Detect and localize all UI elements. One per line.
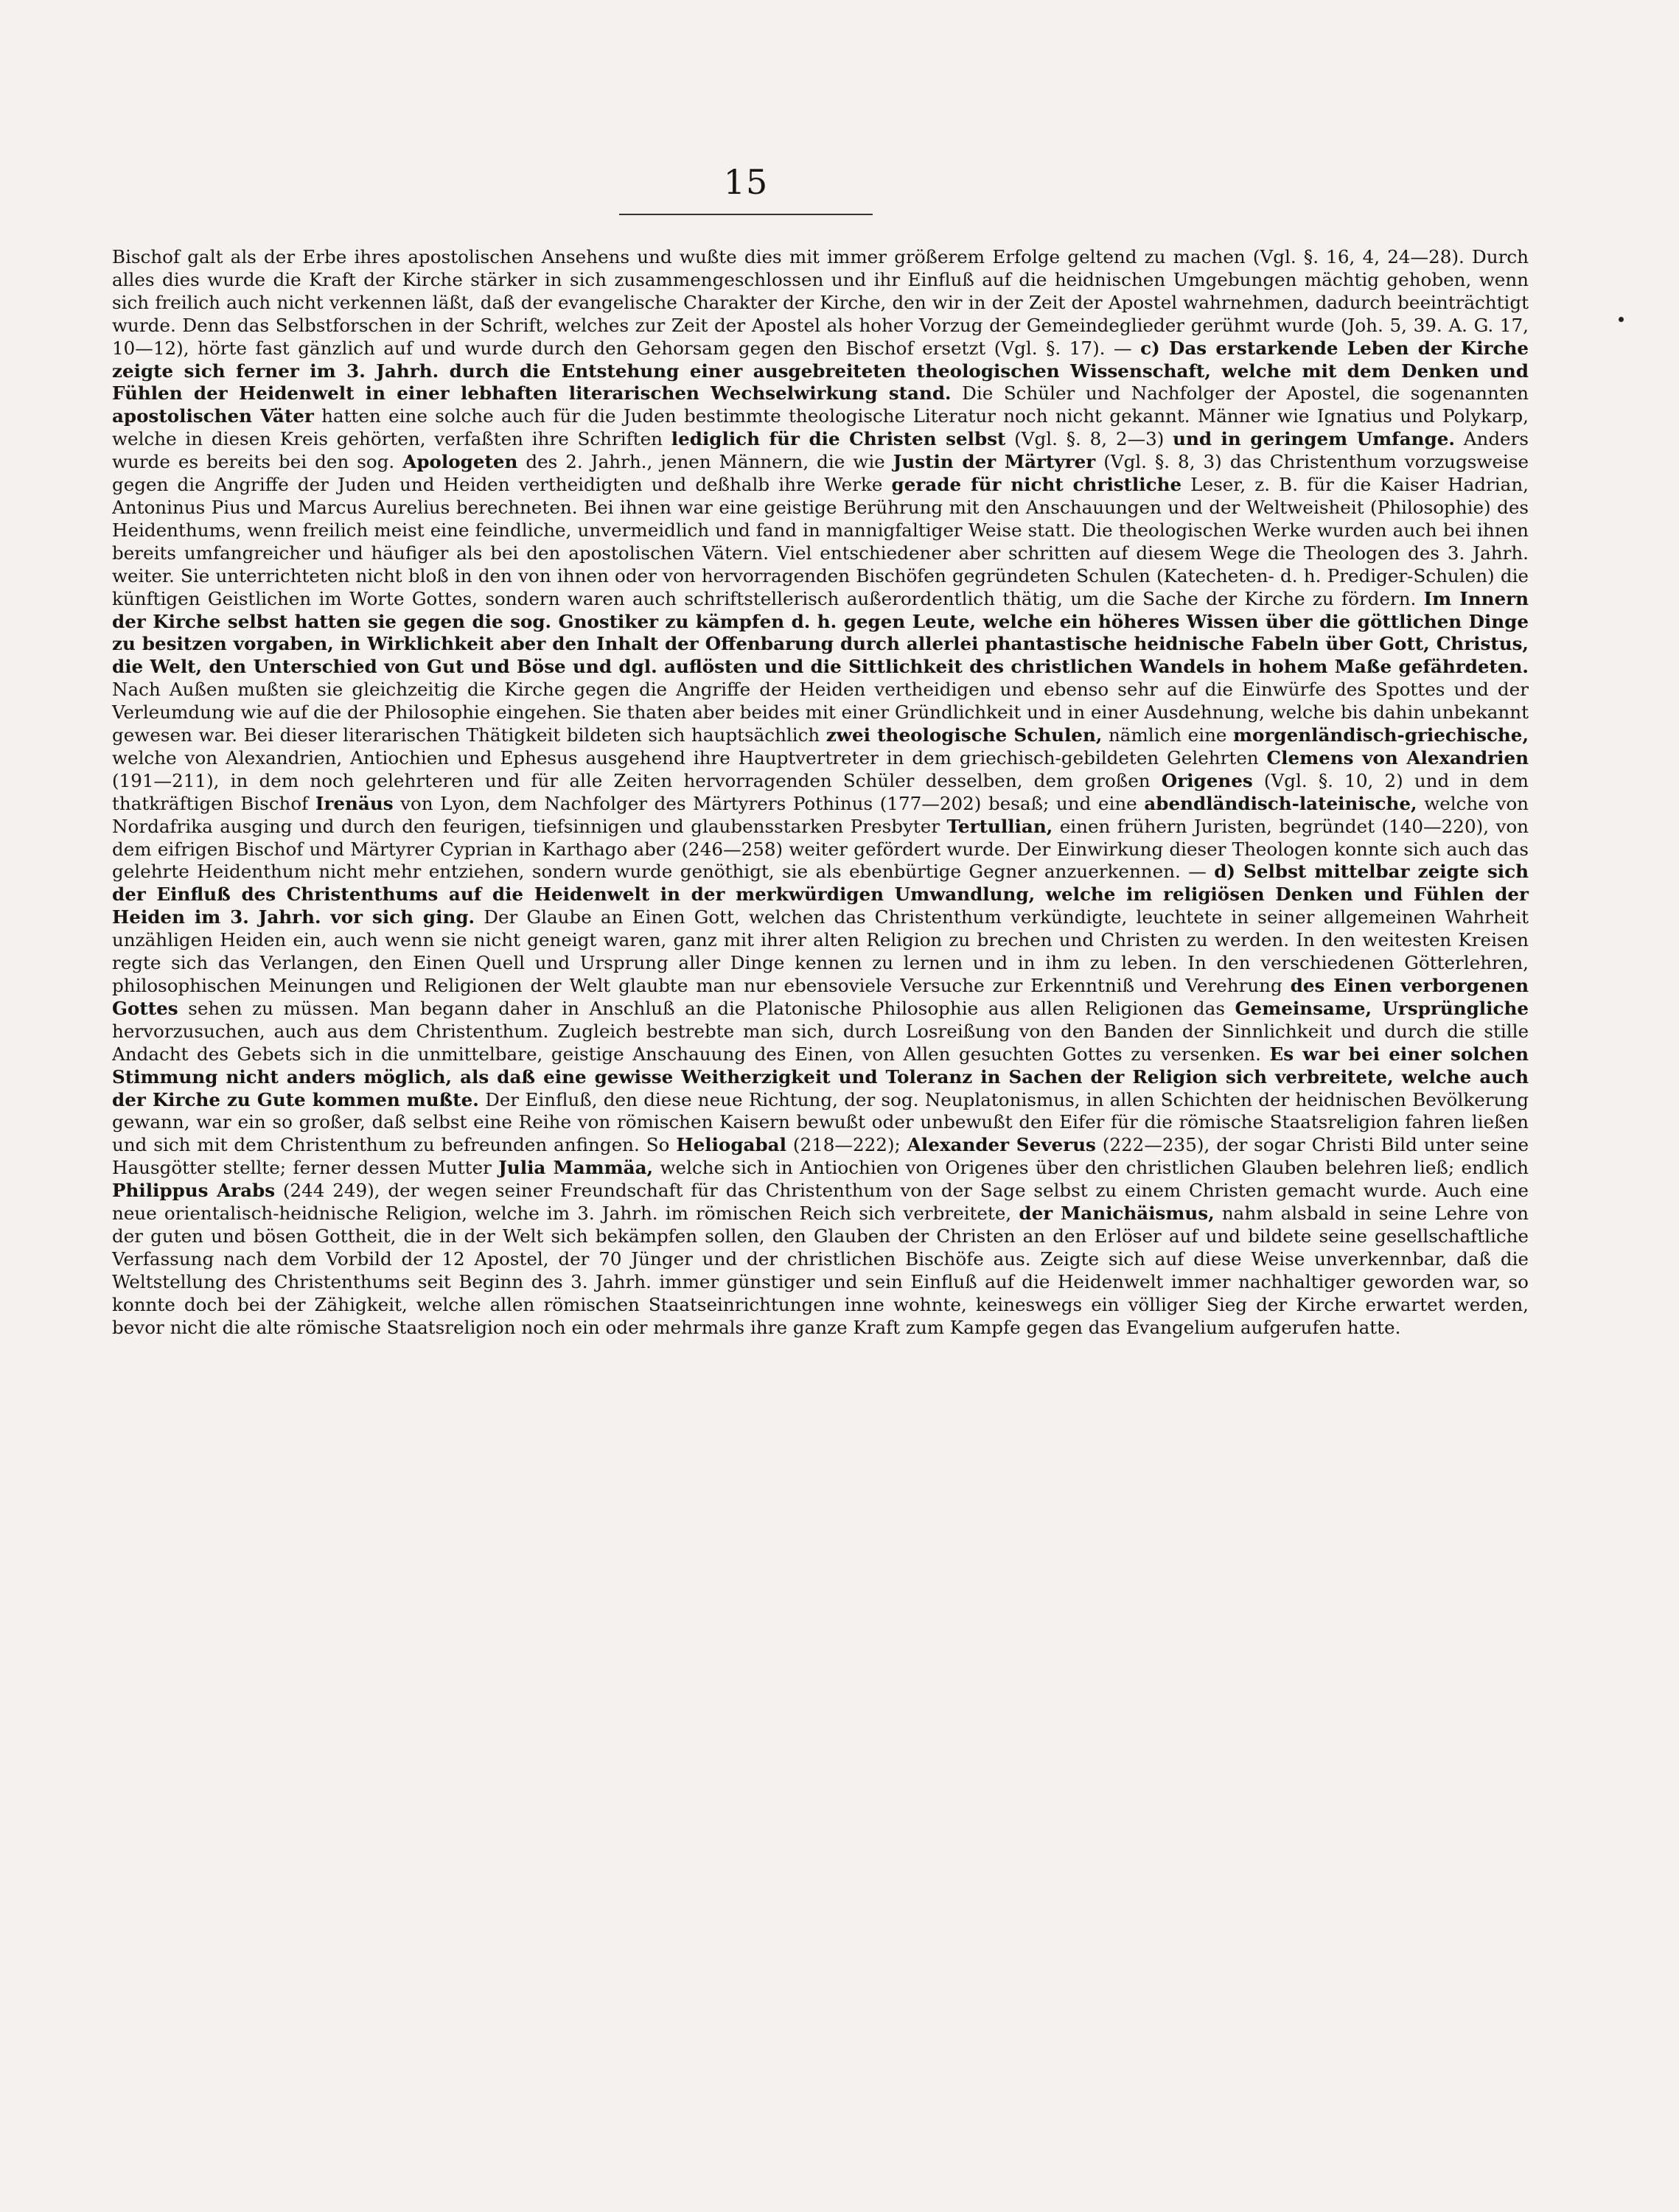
text-run: von Lyon, dem Nachfolger des Märtyrers Pothinus (177—202) besaß; und eine — [393, 792, 1145, 814]
header-rule — [619, 214, 873, 215]
emphasis-run: Alexander Severus — [907, 1134, 1096, 1156]
emphasis-run: Apologeten — [402, 451, 518, 473]
text-run: sehen zu müssen. Man begann daher in Anschluß an die Platonische Philosophie aus allen Religionen das — [178, 997, 1235, 1019]
emphasis-run: gerade für nicht christliche — [891, 474, 1182, 496]
emphasis-run: des Einen verborgenen Gottes — [112, 975, 1529, 1019]
emphasis-run: Julia Mammäa, — [498, 1157, 654, 1179]
text-run: welche sich in Antiochien von Origenes über den christlichen Glauben belehren ließ; endlich — [653, 1157, 1529, 1179]
emphasis-run: Irenäus — [315, 792, 394, 814]
text-run: hervorzusuchen, auch aus dem Christenthum. Zugleich bestrebte man sich, durch Losreißung von den Banden der Sinnlichkeit und durch die stille Andacht des Gebets sich in die unmittelbare, geistige Anschauung des Einen, von Allen gesuchten Gottes zu versenken. — [112, 1020, 1529, 1065]
emphasis-run: abendländisch-lateinische, — [1144, 792, 1417, 814]
emphasis-run: Clemens von Alexandrien — [1266, 746, 1529, 769]
emphasis-run: Heliogabal — [676, 1134, 786, 1156]
emphasis-run: lediglich für die Christen selbst — [671, 428, 1006, 450]
emphasis-run: Tertullian, — [946, 815, 1053, 837]
text-run: Nach Außen mußten sie gleichzeitig die Kirche gegen die Angriffe der Heiden vertheidigen und ebenso sehr auf die Einwürfe des Spottes und der Verleumdung wie auf die der Philosophie eingehen. Sie thaten aber beides mit einer Gründlichkeit und in einer Ausdehnung, welche bis dahin unbekannt gewesen war. Bei dieser literarischen Thätigkeit bildeten sich hauptsächlich — [112, 679, 1529, 746]
text-run: (191—211), in dem noch gelehrteren und für alle Zeiten hervorragenden Schüler desselben, dem großen — [112, 769, 1162, 791]
emphasis-run: Origenes — [1161, 769, 1253, 791]
emphasis-run: Justin der Märtyrer — [893, 451, 1096, 473]
emphasis-run: c) Das erstarkende Leben der Kirche zeigte sich ferner im 3. Jahrh. durch die Entstehung einer ausgebreiteten theologischen Wissenschaft, welche mit dem Denken und Fühlen der Heidenwelt in einer lebhaften literarischen Wechselwirkung stand. — [112, 337, 1529, 405]
text-run: (Vgl. §. 8, 2—3) — [1005, 428, 1173, 450]
emphasis-run: Gemeinsame, Ursprüngliche — [1235, 997, 1529, 1019]
text-run: hatten eine solche auch für die Juden bestimmte theologische Literatur noch nicht gekannt. Männer wie Ignatius und Polykarp, welche in diesen Kreis gehörten, verfaßten ihre Schriften — [112, 405, 1529, 450]
text-run: (244 249), der wegen seiner Freundschaft für das Christenthum von der Sage selbst zu einem Christen gemacht wurde. Auch eine neue orientalisch-heidnische Religion, welche im 3. Jahrh. im römischen Reich sich verbreitete, — [112, 1180, 1529, 1225]
text-run: (222—235), der sogar Christi Bild unter seine Hausgötter stellte; ferner dessen Mutter — [112, 1134, 1529, 1179]
text-run: welche von Nordafrika ausging und durch den feurigen, tiefsinnigen und glaubensstarken Presbyter — [112, 792, 1529, 837]
text-run: Die Schüler und Nachfolger der Apostel, die sogenannten — [951, 382, 1529, 405]
text-run: Bischof galt als der Erbe ihres apostolischen Ansehens und wußte dies mit immer größerem Erfolge geltend zu machen (Vgl. §. 16, 4, 24—28). Durch alles dies wurde die Kraft der Kirche stärker in sich zusammengeschlossen und ihr Einfluß auf die heidnischen Umgebungen mächtig gehoben, wenn sich freilich auch nicht verkennen läßt, daß der evangelische Charakter der Kirche, den wir in der Zeit der Apostel wahrnehmen, dadurch beeinträchtigt wurde. Denn das Selbstforschen in der Schrift, welches zur Zeit der Apostel als hoher Vorzug der Gemeindeglieder gerühmt wurde (Joh. 5, 39. A. G. 17, 10—12), hörte fast gänzlich auf und wurde durch den Gehorsam gegen den Bischof ersetzt (Vgl. §. 17). — — [112, 246, 1529, 359]
emphasis-run: apostolischen Väter — [112, 405, 314, 427]
text-run: Der Glaube an Einen Gott, welchen das Christenthum verkündigte, leuchtete in seiner allgemeinen Wahrheit unzähligen Heiden ein, auch wenn sie nicht geneigt waren, ganz mit ihrer alten Religion zu brechen und Christen zu werden. In den weitesten Kreisen regte sich das Verlangen, den Einen Quell und Ursprung aller Dinge kennen zu lernen und in ihm zu leben. In den verschiedenen Götterlehren, philosophischen Meinungen und Religionen der Welt glaubte man nur ebensoviele Versuche zur Erkenntniß und Verehrung — [112, 906, 1529, 996]
text-run: Anders wurde es bereits bei den sog. — [112, 428, 1529, 473]
emphasis-run: der Manichäismus, — [1019, 1203, 1215, 1225]
text-run: welche von Alexandrien, Antiochien und Ephesus ausgehend ihre Hauptvertreter in dem griechisch-gebildeten Gelehrten — [112, 746, 1267, 769]
emphasis-run: und in geringem Umfange. — [1173, 428, 1455, 450]
text-run: (Vgl. §. 8, 3) das Christenthum vorzugsweise gegen die Angriffe der Juden und Heiden vertheidigten und deßhalb ihre Werke — [112, 451, 1529, 496]
text-run: (218—222); — [786, 1134, 907, 1156]
emphasis-run: zwei theologische Schulen, — [825, 724, 1103, 746]
text-run: des 2. Jahrh., jenen Männern, die wie — [517, 451, 893, 473]
text-run: einen frühern Juristen, begründet (140—220), von dem eifrigen Bischof und Märtyrer Cyprian in Karthago aber (246—258) weiter gefördert wurde. Der Einwirkung dieser Theologen konnte sich auch das gelehrte Heidenthum nicht mehr entziehen, sondern wurde genöthigt, sie als ebenbürtige Gegner anzuerkennen. — — [112, 815, 1529, 883]
emphasis-run: Philippus Arabs — [112, 1180, 276, 1202]
emphasis-run: morgenländisch-griechische, — [1233, 724, 1529, 746]
page-number: 15 — [723, 162, 769, 202]
body-paragraph — [112, 246, 1529, 1340]
text-run: nahm alsbald in seine Lehre von der guten und bösen Gottheit, die in der Welt sich bekämpfen sollen, den Glauben der Christen an den Erlöser auf und bildete seine gesellschaftliche Verfassung nach dem Vorbild der 12 Apostel, der 70 Jünger und der christlichen Bischöfe aus. Zeigte sich auf diese Weise unverkennbar, daß die Weltstellung des Christenthums seit Beginn des 3. Jahrh. immer günstiger und sein Einfluß auf die Heidenwelt immer nachhaltiger geworden war, so konnte doch bei der Zähigkeit, welche allen römischen Staatseinrichtungen inne wohnte, keineswegs ein völliger Sieg der Kirche erwartet werden, bevor nicht die alte römische Staatsreligion noch ein oder mehrmals ihre ganze Kraft zum Kampfe gegen das Evangelium aufgerufen hatte. — [112, 1203, 1529, 1338]
text-run: Leser, z. B. für die Kaiser Hadrian, Antoninus Pius und Marcus Aurelius berechneten. Bei ihnen war eine geistige Berührung mit den Anschauungen und der Weltweisheit (Philosophie) des Heidenthums, wenn freilich meist eine feindliche, unvermeidlich und fand in mannigfaltiger Weise statt. Die theologischen Werke wurden auch bei ihnen bereits umfangreicher und häufiger als bei den apostolischen Vätern. Viel entschiedener aber schritten auf diesem Wege die Theologen des 3. Jahrh. weiter. Sie unterrichteten nicht bloß in den von ihnen oder von hervorragenden Bischöfen gegründeten Schulen (Katecheten- d. h. Prediger-Schulen) die künftigen Geistlichen im Worte Gottes, sondern waren auch schriftstellerisch außerordentlich thätig, um die Sache der Kirche zu fördern. — [112, 474, 1529, 609]
emphasis-run: Es war bei einer solchen Stimmung nicht anders möglich, als daß eine gewisse Weitherzigkeit und Toleranz in Sachen der Religion sich verbreitete, welche auch der Kirche zu Gute kommen mußte. — [112, 1043, 1529, 1110]
margin-speck — [1619, 317, 1624, 322]
text-run: (Vgl. §. 10, 2) und in dem thatkräftigen Bischof — [112, 769, 1529, 814]
emphasis-run: d) Selbst mittelbar zeigte sich der Einfluß des Christenthums auf die Heidenwelt in der merkwürdigen Umwandlung, welche im religiösen Denken und Fühlen der Heiden im 3. Jahrh. vor sich ging. — [112, 861, 1529, 928]
text-run: Der Einfluß, den diese neue Richtung, der sog. Neuplatonismus, in allen Schichten der heidnischen Bevölkerung gewann, war ein so großer, daß selbst eine Reihe von römischen Kaisern bewußt oder unbewußt den Eifer für die römische Staatsreligion fahren ließen und sich mit dem Christenthum zu befreunden anfingen. So — [112, 1088, 1529, 1156]
text-run: nämlich eine — [1102, 724, 1234, 746]
emphasis-run: Im Innern der Kirche selbst hatten sie gegen die sog. Gnostiker zu kämpfen d. h. gegen Leute, welche ein höheres Wissen über die göttlichen Dinge zu besitzen vorgaben, in Wirklichkeit aber den Inhalt der Offenbarung durch allerlei phantastische heidnische Fabeln über Gott, Christus, die Welt, den Unterschied von Gut und Böse und dgl. auflösten und die Sittlichkeit des christlichen Wandels in hohem Maße gefährdeten. — [112, 587, 1529, 678]
